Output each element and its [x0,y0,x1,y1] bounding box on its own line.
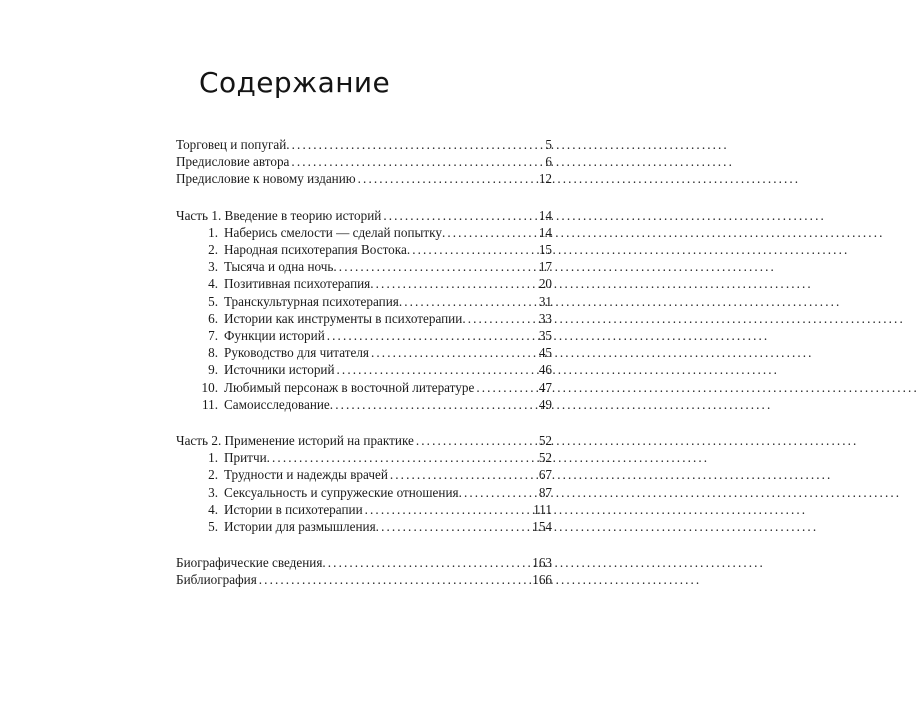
toc-entry[interactable] [176,207,552,224]
toc-entry[interactable] [176,571,552,588]
toc-entry[interactable] [176,554,552,571]
toc-entry-label: Руководство для читателя [224,345,370,361]
toc-entry[interactable] [176,449,552,466]
toc-entry-label: Часть 1. Введение в теорию историй [176,207,382,223]
toc-group-part-1 [176,207,552,413]
toc-entry-page-number: 111 [533,501,552,517]
toc-entry-page-number: 20 [538,276,552,292]
toc-entry[interactable] [176,484,552,501]
toc-leader-dots [371,344,530,361]
toc-entry-number: 9. [208,362,218,378]
toc-entry[interactable] [176,293,552,310]
toc-entry-label: Народная психотерапия Востока [224,242,407,258]
toc-entry-label: Предисловие автора [176,154,290,170]
toc-leader-dots [358,170,530,187]
toc-leader-dots [442,224,530,241]
toc-entry-page-number: 52 [538,450,552,466]
toc-entry-page-number: 31 [538,293,552,309]
toc-entry-label: Предисловие к новому изданию [176,171,356,187]
toc-entry-label: Источники историй [224,362,335,378]
toc-entry[interactable] [176,361,552,378]
toc-entry-number: 10. [201,379,218,395]
toc-entry[interactable] [176,396,552,413]
toc-entry-label: Истории в психотерапии [224,501,363,517]
toc-entry-number: 8. [208,345,218,361]
toc-entry-label: Тысяча и одна ночь [224,259,334,275]
toc-entry-number: 2. [208,467,218,483]
toc-entry-page-number: 33 [538,310,552,326]
toc-entry-page-number: 163 [532,555,552,571]
toc-entry[interactable] [176,275,552,292]
toc-leader-dots [476,379,530,396]
toc-leader-dots [267,449,530,466]
toc-leader-dots [376,518,530,535]
toc-leader-dots [291,153,530,170]
toc-leader-dots [333,258,530,275]
toc-entry-page-number: 67 [538,467,552,483]
toc-entry-page-number: 45 [538,345,552,361]
toc-entry-page-number: 46 [538,362,552,378]
toc-entry-number: 2. [208,242,218,258]
toc-leader-dots [370,275,530,292]
toc-entry[interactable] [176,466,552,483]
table-of-contents [176,136,552,589]
toc-leader-dots [399,293,530,310]
toc-entry[interactable] [176,153,552,170]
toc-entry-number: 1. [208,224,218,240]
toc-entry-page-number: 49 [538,396,552,412]
toc-group-part-2 [176,432,552,535]
toc-entry-page-number: 154 [532,519,552,535]
toc-entry[interactable] [176,501,552,518]
toc-entry-label: Функции историй [224,328,325,344]
toc-leader-dots [286,136,530,153]
toc-entry-label: Часть 2. Применение историй на практике [176,433,414,449]
toc-entry-page-number: 6 [545,154,552,170]
toc-entry-number: 5. [208,293,218,309]
page-title: Содержание [199,66,391,99]
toc-entry-label: Торговец и попугай [176,137,287,152]
toc-leader-dots [462,310,530,327]
toc-leader-dots [337,361,530,378]
toc-entry-page-number: 17 [538,259,552,275]
toc-entry-label: Позитивная психотерапия [224,276,371,292]
toc-entry[interactable] [176,224,552,241]
toc-entry[interactable] [176,136,552,153]
toc-entry-page-number: 14 [538,207,552,223]
toc-entry-page-number: 5 [545,137,552,152]
toc-entry-page-number: 87 [538,484,552,500]
toc-leader-dots [322,554,530,571]
toc-entry-page-number: 47 [538,379,552,395]
toc-entry[interactable] [176,327,552,344]
toc-entry-number: 7. [208,328,218,344]
toc-group-front-matter [176,136,552,188]
toc-entry-label: Любимый персонаж в восточной литературе [224,379,475,395]
toc-entry-page-number: 35 [538,328,552,344]
toc-leader-dots [383,207,530,224]
toc-entry-page-number: 15 [538,242,552,258]
toc-entry-label: Биографические сведения [176,555,323,571]
toc-entry-number: 3. [208,484,218,500]
toc-entry-label: Сексуальность и супружеские отношения [224,484,459,500]
toc-entry-page-number: 12 [538,171,552,187]
toc-entry[interactable] [176,344,552,361]
toc-entry-label: Истории для размышления [224,519,376,535]
toc-leader-dots [330,396,530,413]
toc-leader-dots [407,241,530,258]
toc-entry[interactable] [176,258,552,275]
toc-leader-dots [327,327,530,344]
toc-entry-label: Притчи [224,450,267,466]
toc-leader-dots [459,484,530,501]
toc-entry-label: Транскультурная психотерапия [224,293,399,309]
toc-entry-number: 5. [208,519,218,535]
toc-leader-dots [390,466,530,483]
toc-entry[interactable] [176,170,552,187]
toc-entry[interactable] [176,432,552,449]
toc-entry-page-number: 14 [538,224,552,240]
toc-entry[interactable] [176,379,552,396]
toc-entry[interactable] [176,518,552,535]
toc-entry[interactable] [176,310,552,327]
toc-entry-number: 3. [208,259,218,275]
toc-entry-label: Наберись смелости — сделай попытку [224,224,442,240]
toc-entry-number: 4. [208,501,218,517]
toc-entry-label: Самоисследование [224,396,330,412]
toc-entry-page-number: 52 [538,433,552,449]
toc-leader-dots [416,432,530,449]
toc-entry-label: Библиография [176,572,257,588]
toc-entry-number: 11. [202,396,218,412]
toc-entry-number: 6. [208,310,218,326]
toc-entry-number: 1. [208,450,218,466]
toc-entry[interactable] [176,241,552,258]
toc-entry-number: 4. [208,276,218,292]
toc-entry-label: Трудности и надежды врачей [224,467,388,483]
toc-leader-dots [365,501,530,518]
toc-entry-page-number: 166 [532,572,552,588]
toc-group-back-matter [176,554,552,588]
toc-entry-label: Истории как инструменты в психотерапии [224,310,463,326]
toc-leader-dots [259,571,530,588]
